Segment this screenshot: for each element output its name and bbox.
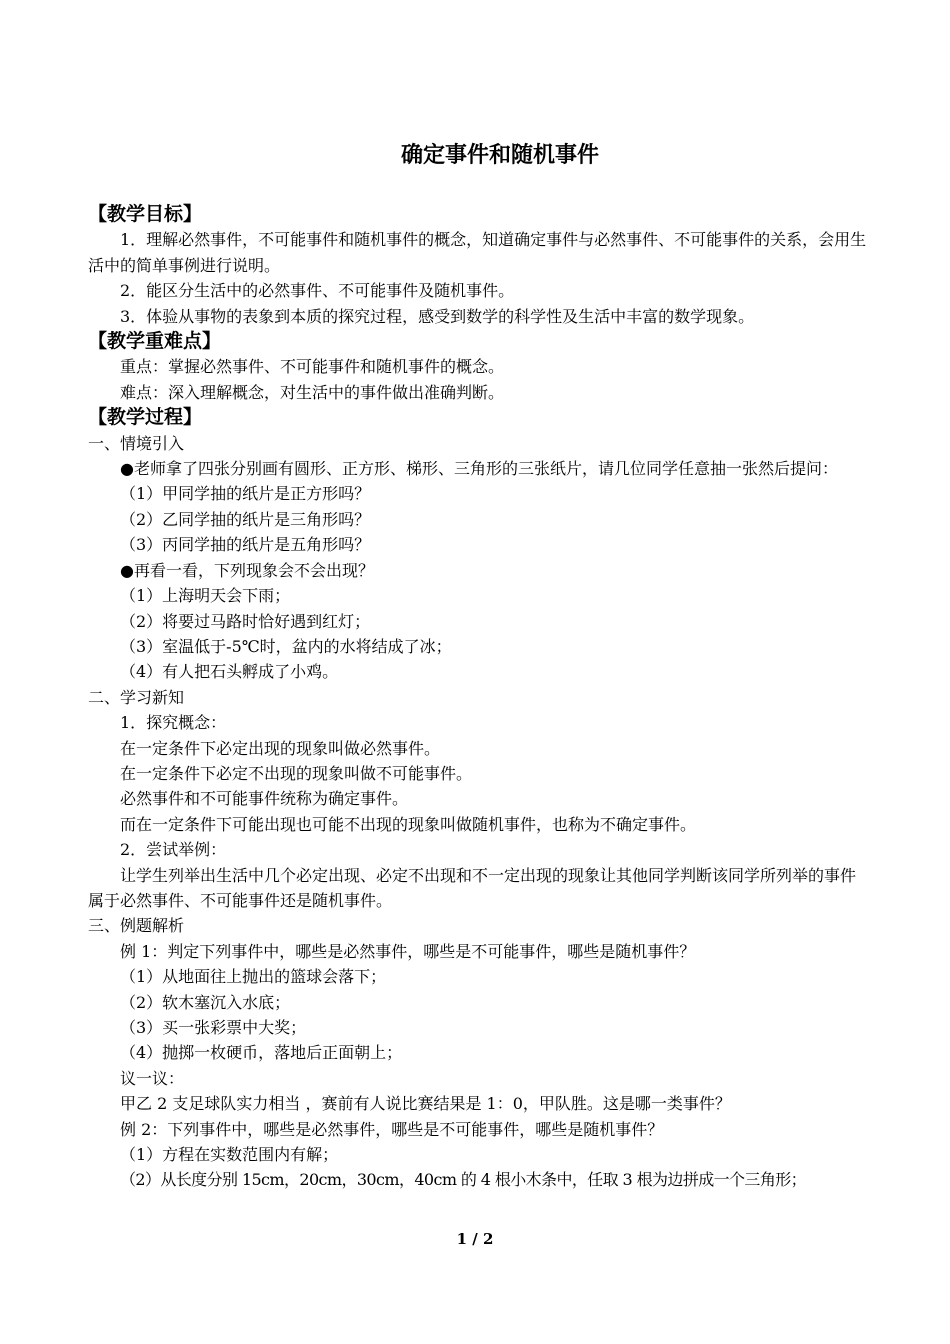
objective-item-2: 2．能区分生活中的必然事件、不可能事件及随机事件。 <box>120 281 515 301</box>
phenomenon-item: （1）上海明天会下雨； <box>120 586 291 606</box>
objective-item-1: 1．理解必然事件，不可能事件和随机事件的概念，知道确定事件与必然事件、不可能事件的关系，会用生活中的简单事例进行说明。 <box>88 230 867 275</box>
question-item: （3）丙同学抽的纸片是五角形吗？ <box>120 535 371 555</box>
phenomenon-item: （4）有人把石头孵成了小鸡。 <box>120 662 339 682</box>
subheading-explore: 1．探究概念： <box>120 713 227 733</box>
example-1-item: （1）从地面往上抛出的篮球会落下； <box>120 967 387 987</box>
definition-item: 而在一定条件下可能出现也可能不出现的现象叫做随机事件，也称为不确定事件。 <box>120 814 697 834</box>
subheading-try: 2．尝试举例： <box>120 840 227 860</box>
example-2-item: （2）从长度分别 15cm，20cm，30cm，40cm 的 4 根小木条中，任取 3 根为边拼成一个三角形； <box>120 1170 807 1190</box>
document-title: 确定事件和随机事件 <box>400 143 599 168</box>
section-heading-process: 【教学过程】 <box>88 406 203 429</box>
objective-item-3: 3．体验从事物的表象到本质的探究过程，感受到数学的科学性及生活中丰富的数学现象。 <box>120 306 755 326</box>
definition-item: 在一定条件下必定出现的现象叫做必然事件。 <box>120 738 441 758</box>
definition-item: 在一定条件下必定不出现的现象叫做不可能事件。 <box>120 763 473 783</box>
part-title-intro: 一、情境引入 <box>88 433 185 453</box>
discuss-text: 甲乙 2 支足球队实力相当 ，赛前有人说比赛结果是 1：0，甲队胜。这是哪一类事件？ <box>120 1094 731 1114</box>
question-item: （2）乙同学抽的纸片是三角形吗？ <box>120 509 371 529</box>
try-paragraph: 让学生列举出生活中几个必定出现、必定不出现和不一定出现的现象让其他同学判断该同学所列举的事件属于必然事件、不可能事件还是随机事件。 <box>88 865 857 910</box>
question-item: （1）甲同学抽的纸片是正方形吗？ <box>120 484 371 504</box>
example-2-prompt: 例 2：下列事件中，哪些是必然事件，哪些是不可能事件，哪些是随机事件？ <box>120 1119 664 1139</box>
document-body <box>88 202 868 1193</box>
difficult-point: 难点：深入理解概念，对生活中的事件做出准确判断。 <box>120 382 505 402</box>
example-1-item: （4）抛掷一枚硬币，落地后正面朝上； <box>120 1043 403 1063</box>
phenomenon-item: （2）将要过马路时恰好遇到红灯； <box>120 611 371 631</box>
example-1-item: （2）软木塞沉入水底； <box>120 992 291 1012</box>
phenomenon-item: （3）室温低于-5℃时，盆内的水将结成了冰； <box>120 636 452 656</box>
example-2-item: （1）方程在实数范围内有解； <box>120 1145 339 1165</box>
section-heading-key-points: 【教学重难点】 <box>88 330 222 353</box>
look-prompt: ●再看一看，下列现象会不会出现？ <box>120 560 374 580</box>
part-title-new-knowledge: 二、学习新知 <box>88 687 185 707</box>
part-title-examples: 三、例题解析 <box>88 916 185 936</box>
definition-item: 必然事件和不可能事件统称为确定事件。 <box>120 789 409 809</box>
example-1-prompt: 例 1：判定下列事件中，哪些是必然事件，哪些是不可能事件，哪些是随机事件？ <box>120 941 696 961</box>
key-point: 重点：掌握必然事件、不可能事件和随机事件的概念。 <box>120 357 505 377</box>
example-1-item: （3）买一张彩票中大奖； <box>120 1018 307 1037</box>
discuss-label: 议一议： <box>120 1068 185 1088</box>
section-heading-objectives: 【教学目标】 <box>88 203 203 225</box>
intro-paragraph: ●老师拿了四张分别画有圆形、正方形、梯形、三角形的三张纸片，请几位同学任意抽一张然后提问： <box>120 459 838 479</box>
page-number: 1 / 2 <box>456 1230 494 1248</box>
